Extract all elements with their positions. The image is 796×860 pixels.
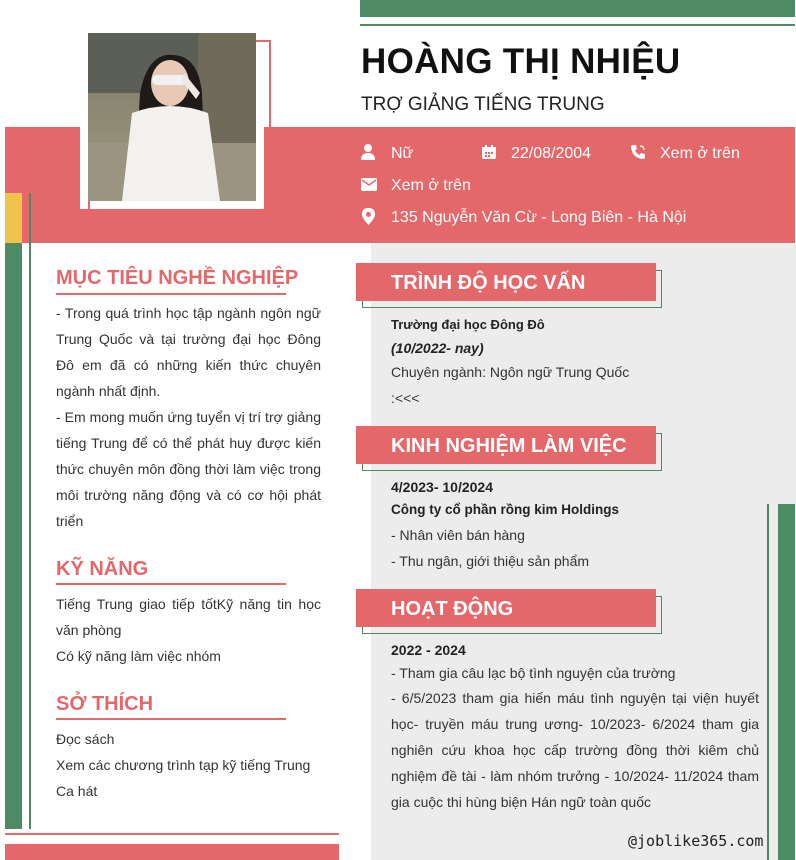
activities-title: HOẠT ĐỘNG — [391, 598, 514, 620]
skills-list — [56, 591, 321, 669]
email-icon — [361, 178, 377, 191]
objective-paragraph: - Em mong muốn ứng tuyển vị trí trợ giảng tiếng Trung để có thể phát huy được kiến thức chuyên môn đồng thời làm việc trong môi trường năng động và có cơ hội phát triển — [56, 409, 321, 529]
calendar-icon — [481, 144, 497, 160]
activity-item: - Tham gia câu lạc bộ tình nguyện của trường — [391, 665, 676, 681]
hobby-item: Đọc sách — [56, 731, 115, 747]
education-school: Trường đại học Đông Đô — [391, 317, 545, 332]
bottom-accent-bar — [5, 844, 339, 860]
email-value: Xem ở trên — [391, 177, 471, 194]
objective-title: MỤC TIÊU NGHỀ NGHIỆP — [56, 267, 299, 289]
candidate-name: HOÀNG THỊ NHIỆU — [361, 42, 681, 81]
profile-photo — [88, 33, 256, 201]
education-major: Chuyên ngành: Ngôn ngữ Trung Quốc — [391, 364, 630, 380]
right-green-line — [767, 504, 769, 860]
objective-paragraph: - Trong quá trình học tập ngành ngôn ngữ Trung Quốc và tại trường đại học Đông Đô em đã có những kiến thức chuyên ngành nhất định. — [56, 305, 321, 399]
hobby-item: Xem các chương trình tạp kỹ tiếng Trung — [56, 757, 311, 773]
hobbies-list — [56, 726, 321, 804]
gender-value: Nữ — [391, 145, 414, 162]
experience-period: 4/2023- 10/2024 — [391, 479, 493, 495]
phone-icon — [630, 144, 646, 160]
education-title: TRÌNH ĐỘ HỌC VẤN — [391, 272, 586, 294]
watermark: @joblike365.com — [628, 832, 764, 850]
experience-title: KINH NGHIỆM LÀM VIỆC — [391, 435, 627, 457]
education-note: :<<< — [391, 390, 420, 406]
objective-underline — [56, 293, 286, 295]
hobby-item: Ca hát — [56, 783, 98, 799]
left-green-line — [29, 193, 31, 829]
job-title: TRỢ GIẢNG TIẾNG TRUNG — [361, 94, 605, 115]
birthday-value: 22/08/2004 — [511, 145, 592, 162]
user-icon — [361, 144, 375, 160]
skills-title: KỸ NĂNG — [56, 558, 149, 580]
phone-value: Xem ở trên — [660, 145, 740, 162]
location-pin-icon — [362, 208, 375, 225]
yellow-accent-block — [5, 193, 22, 243]
activities-period: 2022 - 2024 — [391, 642, 466, 658]
address-value: 135 Nguyễn Văn Cừ - Long Biên - Hà Nội — [391, 209, 687, 226]
bottom-accent-line — [5, 833, 339, 835]
activity-item: - 6/5/2023 tham gia hiến máu tình nguyện tại viện huyết học- truyền máu trung ương- 10/2023- 6/2024 tham gia nghiên cứu khoa học cấp trường đồng thời kiêm chủ nghiệm đề tài - làm nhóm trưởng - 10/2024- 11/2024 tham gia cuộc thi hùng biện Hán ngữ toàn quốc — [391, 690, 759, 810]
left-green-bar — [5, 243, 22, 829]
experience-company: Công ty cổ phần rồng kim Holdings — [391, 502, 619, 517]
experience-item: - Nhân viên bán hàng — [391, 527, 525, 543]
skill-item: Có kỹ năng làm việc nhóm — [56, 648, 221, 664]
right-green-bar — [778, 504, 795, 860]
top-green-bar — [360, 0, 795, 17]
hobbies-underline — [56, 718, 286, 720]
skill-item: Tiếng Trung giao tiếp tốtKỹ năng tin học văn phòng — [56, 596, 321, 638]
experience-item: - Thu ngân, giới thiệu sản phẩm — [391, 553, 590, 569]
objective-body — [56, 300, 321, 534]
skills-underline — [56, 583, 286, 585]
hobbies-title: SỞ THÍCH — [56, 693, 154, 715]
education-period: (10/2022- nay) — [391, 340, 484, 356]
top-divider-line — [360, 24, 795, 26]
